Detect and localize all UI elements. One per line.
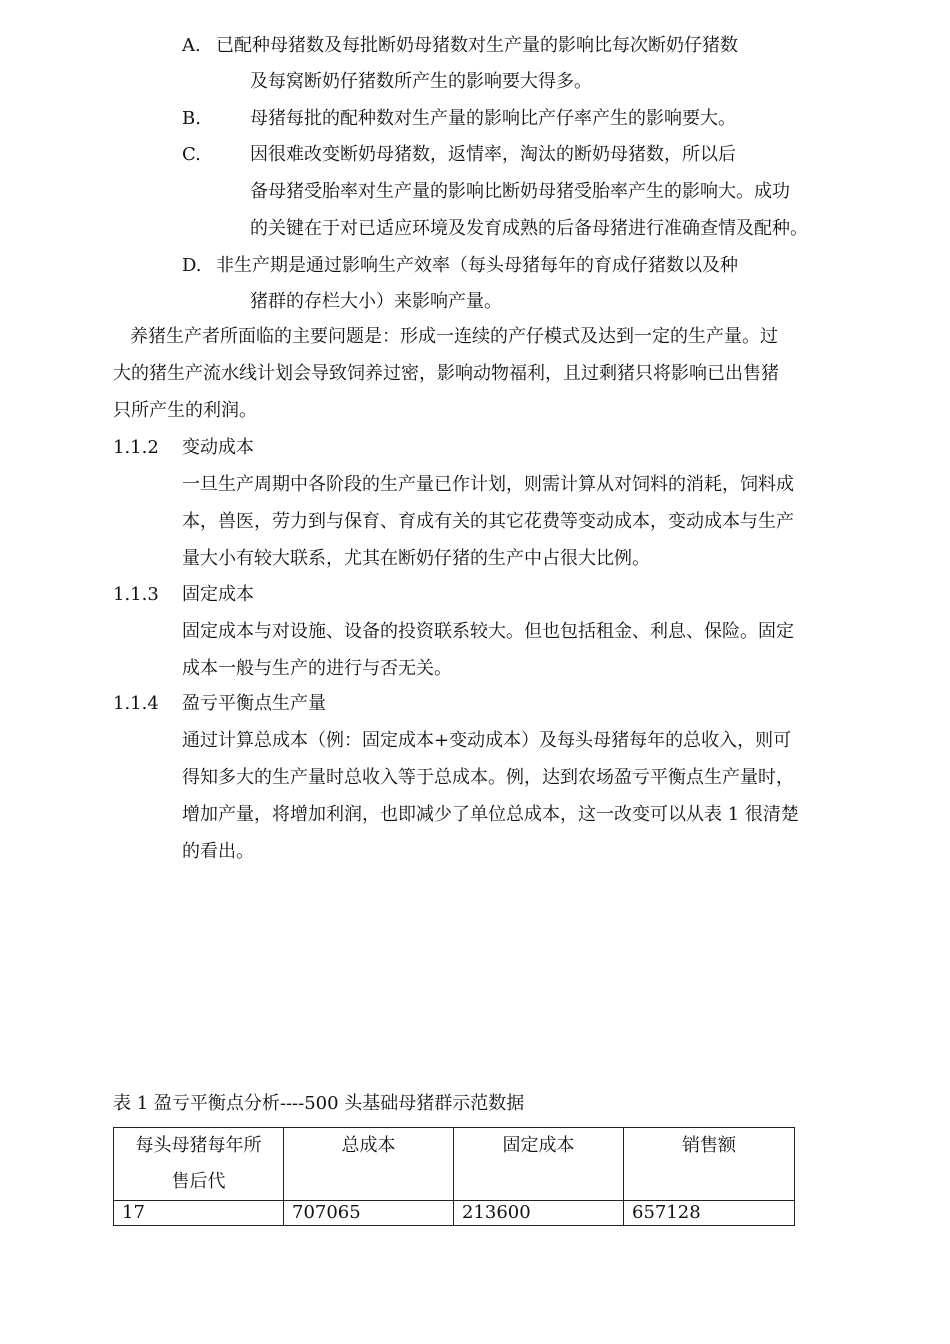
section-title: 变动成本 xyxy=(182,437,254,458)
section-body-line: 一旦生产周期中各阶段的生产量已作计划，则需计算从对饲料的消耗，饲料成 xyxy=(182,474,794,495)
table-cell: 707065 xyxy=(284,1201,454,1226)
section-body-line: 量大小有较大联系，尤其在断奶仔猪的生产中占很大比例。 xyxy=(182,548,650,569)
option-d-line-2: 猪群的存栏大小）来影响产量。 xyxy=(250,291,502,312)
paragraph-line-1: 养猪生产者所面临的主要问题是：形成一连续的产仔模式及达到一定的生产量。过 xyxy=(130,326,778,347)
option-c-line-3: 的关键在于对已适应环境及发育成熟的后备母猪进行准确查情及配种。 xyxy=(250,218,808,239)
table-header-row xyxy=(114,1128,795,1201)
section-body-line: 通过计算总成本（例：固定成本+变动成本）及每头母猪每年的总收入，则可 xyxy=(182,730,792,751)
table-header-cell xyxy=(114,1128,284,1201)
section-body-line: 本，兽医，劳力到与保育、育成有关的其它花费等变动成本，变动成本与生产 xyxy=(182,511,794,532)
header-offspring: 每头母猪每年所售后代 xyxy=(135,1135,262,1192)
option-c-line-2: 备母猪受胎率对生产量的影响比断奶母猪受胎率产生的影响大。成功 xyxy=(250,181,790,202)
paragraph-line-2: 大的猪生产流水线计划会导致饲养过密，影响动物福利，且过剩猪只将影响已出售猪 xyxy=(113,363,779,384)
option-a-line-1: 已配种母猪数及每批断奶母猪数对生产量的影响比每次断奶仔猪数 xyxy=(216,35,738,56)
section-body-line: 的看出。 xyxy=(182,841,254,862)
table-cell: 213600 xyxy=(454,1201,624,1226)
option-b-line-1: 母猪每批的配种数对生产量的影响比产仔率产生的影响要大。 xyxy=(250,108,736,129)
section-body-line: 固定成本与对设施、设备的投资联系较大。但也包括租金、利息、保险。固定 xyxy=(182,621,794,642)
section-number: 1.1.2 xyxy=(113,437,159,458)
option-d-marker: D. xyxy=(182,255,202,276)
table-header-cell: 总成本 xyxy=(284,1128,454,1201)
option-a-marker: A. xyxy=(182,35,201,56)
option-d-line-1: 非生产期是通过影响生产效率（每头母猪每年的育成仔猪数以及种 xyxy=(216,255,738,276)
option-c-line-1: 因很难改变断奶母猪数，返情率，淘汰的断奶母猪数，所以后 xyxy=(250,144,736,165)
option-a-line-2: 及每窝断奶仔猪数所产生的影响要大得多。 xyxy=(250,71,592,92)
table-row xyxy=(114,1201,795,1226)
table-caption: 表 1 盈亏平衡点分析----500 头基础母猪群示范数据 xyxy=(113,1093,525,1114)
table-cell: 17 xyxy=(114,1201,284,1226)
section-body-line: 成本一般与生产的进行与否无关。 xyxy=(182,658,452,679)
option-c-marker: C. xyxy=(182,144,201,165)
section-title: 固定成本 xyxy=(182,584,254,605)
section-title: 盈亏平衡点生产量 xyxy=(182,693,326,714)
table-header-cell: 固定成本 xyxy=(454,1128,624,1201)
section-body-line: 增加产量，将增加利润，也即减少了单位总成本，这一改变可以从表 1 很清楚 xyxy=(182,804,799,825)
table-cell: 657128 xyxy=(624,1201,795,1226)
breakeven-table xyxy=(113,1127,795,1226)
section-number: 1.1.3 xyxy=(113,584,159,605)
section-number: 1.1.4 xyxy=(113,693,159,714)
section-body-line: 得知多大的生产量时总收入等于总成本。例，达到农场盈亏平衡点生产量时， xyxy=(182,767,794,788)
option-b-marker: B. xyxy=(182,108,201,129)
table-header-cell: 销售额 xyxy=(624,1128,795,1201)
paragraph-line-3: 只所产生的利润。 xyxy=(113,400,257,421)
